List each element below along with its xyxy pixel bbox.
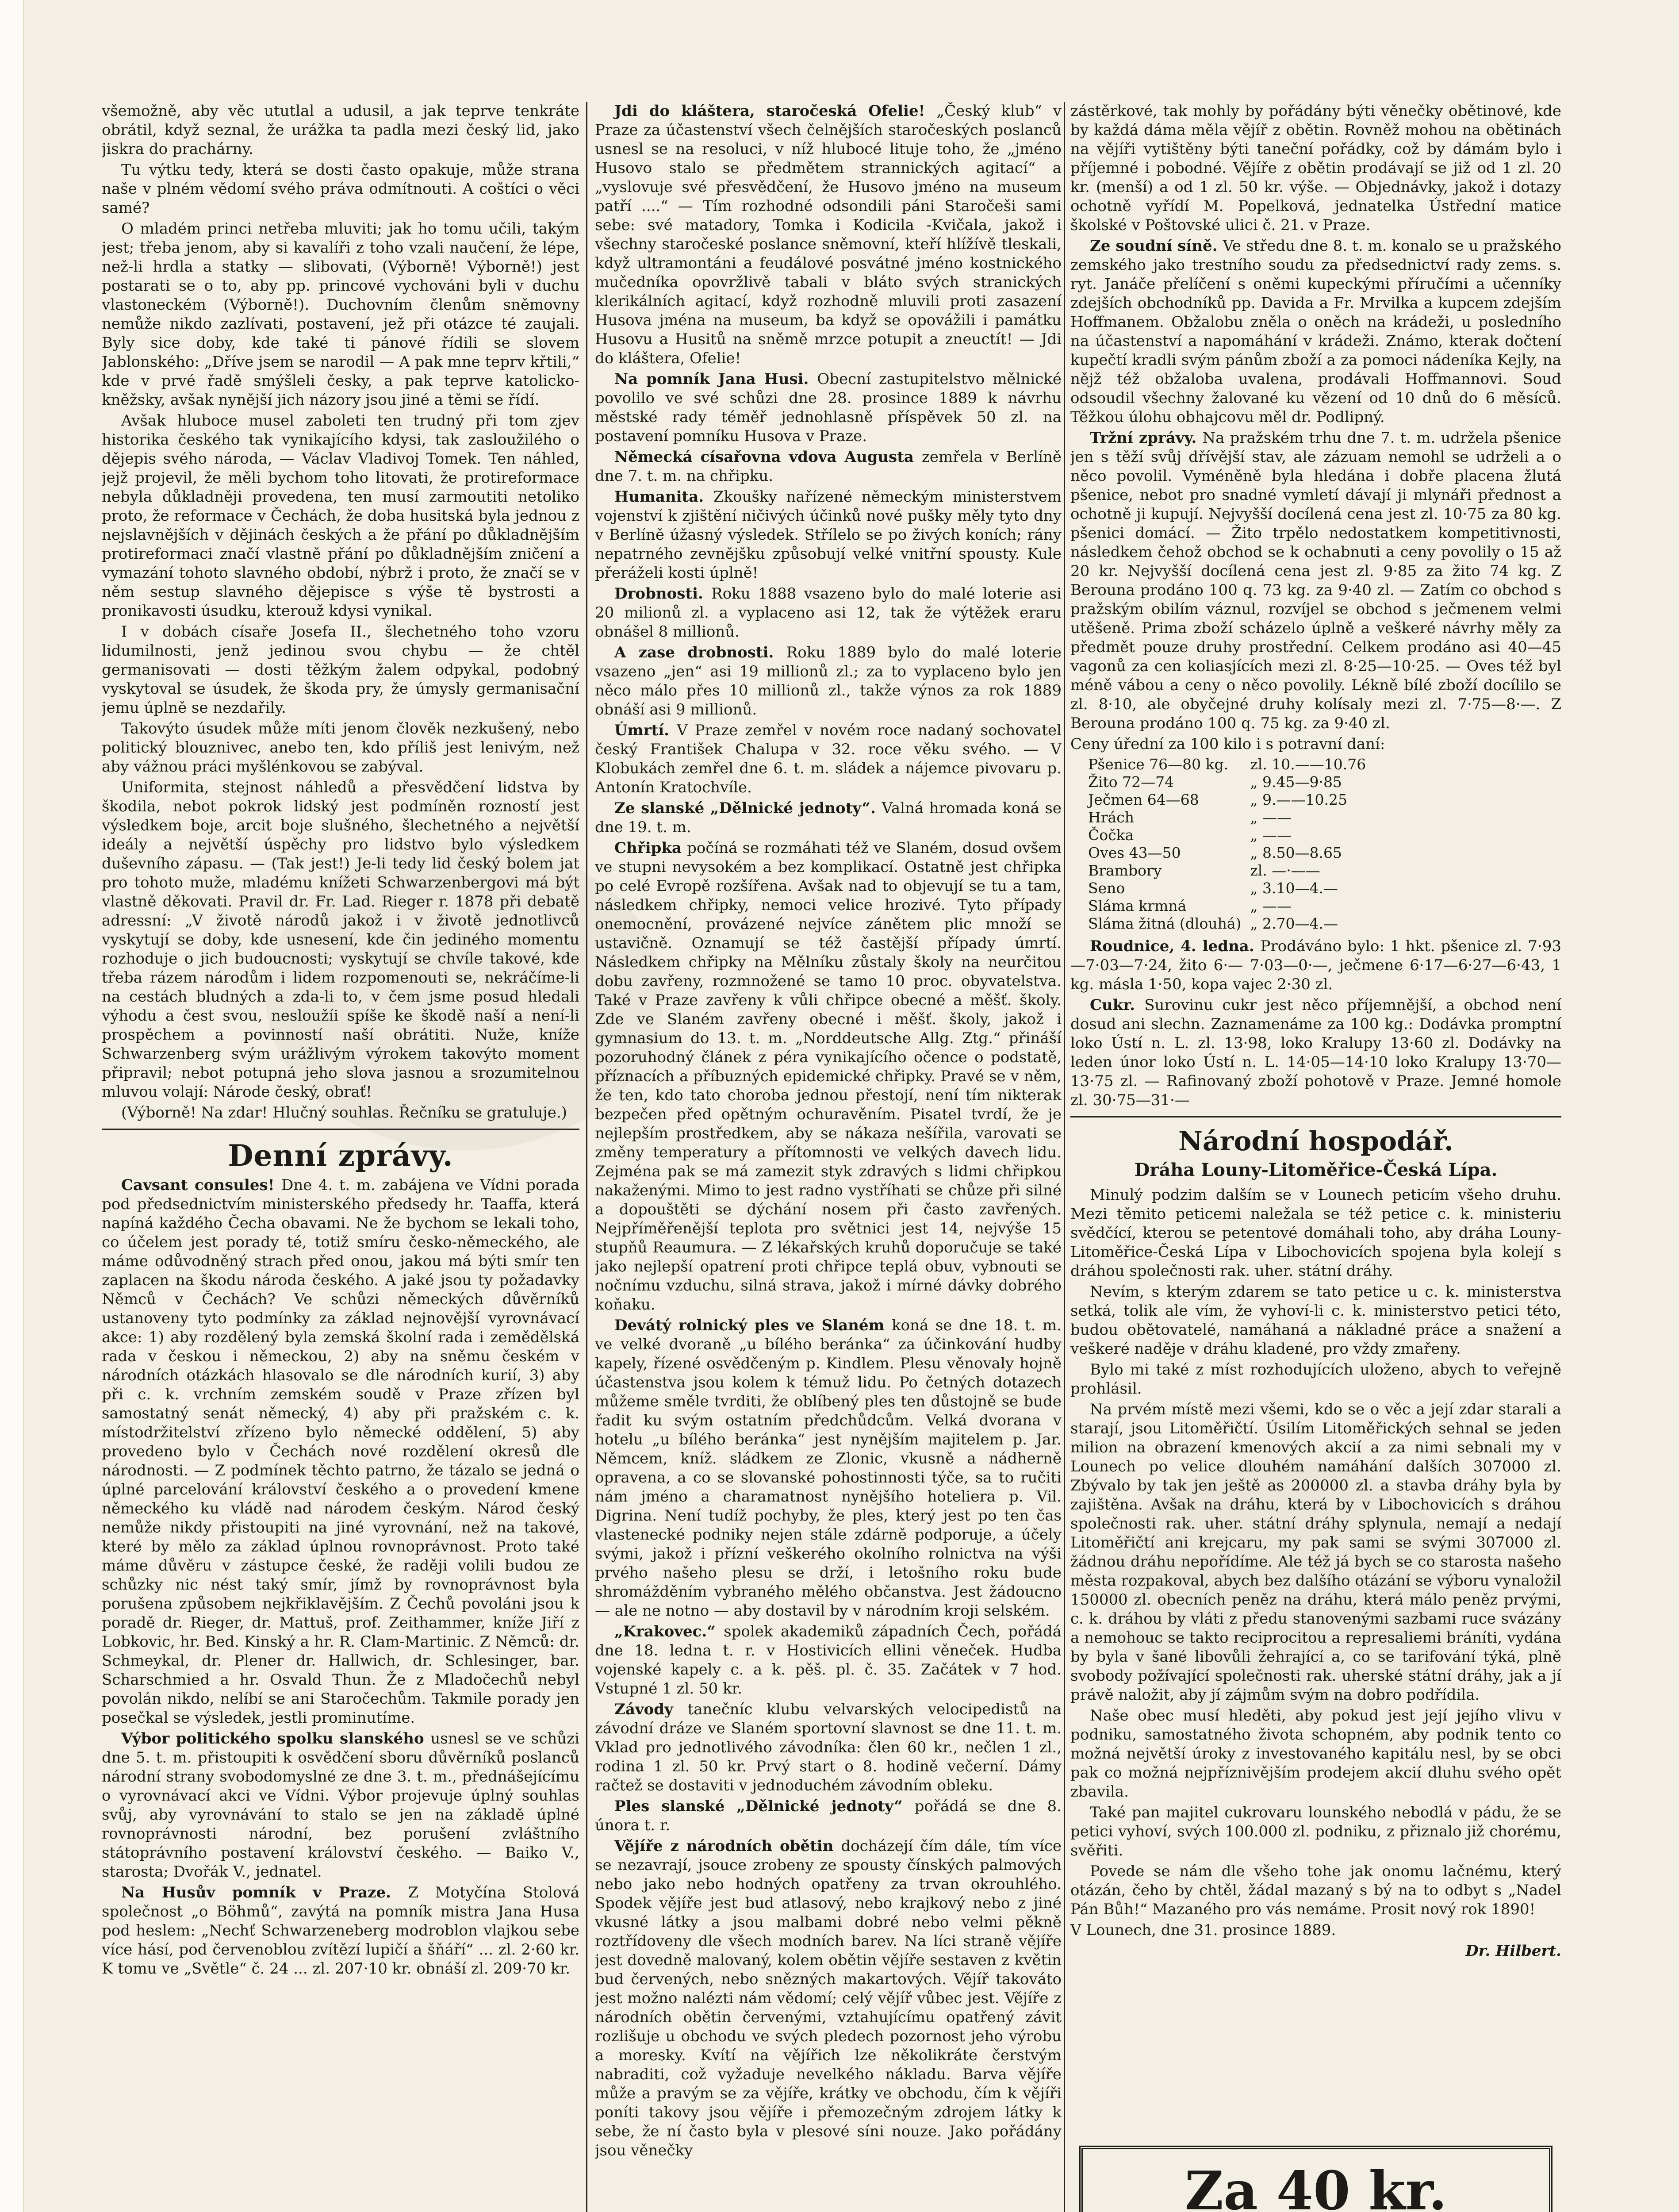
price-commodity: Pšenice 76—80 kg. [1088,756,1229,773]
paragraph [595,839,1062,1314]
paragraph-lead: Jdi do kláštera, staročeská Ofelie! [614,102,937,120]
paragraph-lead: Cukr. [1090,996,1145,1014]
paragraph-text: Minulý podzim dalším se v Lounech peticím všeho druhu. Mezi těmito peticemi naležala se též petice c. k. ministeriu svědčící, kterou se petentové domáhali toho, aby dráha Louny-Litoměřice-Česká Lípa v Libochovicích spojena byla kolejí s dráhou společnosti rak. uher. státní dráhy. [1070,1186,1561,1280]
paragraph-text: Valná hromada koná se dne 19. t. m. [595,799,1062,836]
paragraph [102,161,579,218]
paragraph-text: koná se dne 18. t. m. ve velké dvoraně „u bílého beránka“ za účinkování hudby kapely, řízené osvědčeným p. Kindlem. Plesu věnovaly hojně účastenstva jsou kolem k témuž lidu. Po četných dotazech můžeme směle tvrditi, že oblíbený ples ten důstojně se bude řadit ku svým ostatním předchůdcům. Velká dvorana v hotelu „u bílého beránka“ jest nynějším majitelem p. Jar. Němcem, kníž. sládkem ze Zlonic, vkusně a nádherně opravena, a co se slovanské pohostinnosti týče, sa to ručiti nám jméno a charamatnost nynějšího hoteliera p. Vil. Digrina. Není tudíž pochyby, že ples, který jest po ten čas vlastenecké podniky nejen stále zdárně podporuje, a účely svými, jakož i přízní veškerého okolního rolnictva na výši prvého našeho plesu se drží, i letošního roku bude shromážděním vybraného mělého občanstva. Jest žádoucno — ale ne notno — aby dostavil by v národním kroji selském. [595,1317,1062,1620]
paragraph-text: Roku 1888 vsazeno bylo do malé loterie asi 20 milionů zl. a vyplaceno asi 12, tak že výtěžek eraru obnášel 8 millionů. [595,585,1062,641]
price-value: „ —— [1250,826,1292,844]
paragraph-lead: Úmrtí. [614,722,677,739]
paragraph [1070,937,1561,994]
paragraph-text: počíná se rozmáhati též ve Slaném, dosud ovšem ve stupni nevysokém a bez komplikací. Ostatně jest chřipka po celé Evropě rozšířena. Avšak nad to objevují se tu a tam, následkem chřipky, nemoci velice hrozivé. Tyto případy onemocnění, provázené nejvíce zánětem plic množí se ustavičně. Oznamují se též častější případy úmrtí. Následkem chřipky na Mělníku zůstaly školy na neurčitou dobu zavřeny, rozmnožené se tamo 10 proc. obyvatelstva. Také v Praze zavřeny k vůli chřipce obecné a měšť. školy. Zde ve Slaném zavřeny obecné i měšť. školy, jakož i gymnasium do 13. t. m. „Norddeutsche Allg. Ztg.“ přináší pozoruhodný článek z péra vynikajícího očence o podstatě, příznacích a příbuzných epidemické chřipky. Pravé se v něm, že ten, kdo tato choroba jednou přestojí, není tím nikterak bezpečen před opětným ochuravěním. Pisatel tvrdí, že je nejlepším prostředkem, aby se nákaza nešířila, varovati se změny temperatury a přítomnosti ve velkých davech lidu. Zejména pak se má zamezit styk zdravých s lidmi chřipkou nakaženými. Mimo to jest radno vystříhati se chůze při silné a dopouštěti se dýchání nosem při často zavřených. Nejpříměřenější teplota pro světnici jest 14, nejvýše 15 stupňů Reaumura. — Z lékařských kruhů doporučuje se také jako nejlepší opatrení proti chřipce teplá obuv, vybnouti se nočnímu vzduchu, silná strava, jakož i mírné dávky dobrého koňaku. [595,839,1062,1313]
price-row [1088,897,1375,915]
price-value: „ 8.50—8.65 [1250,844,1342,861]
paragraph [102,1176,579,1728]
paragraph [595,1837,1062,2160]
paragraph-lead: Cavsant consules! [121,1176,282,1194]
price-value: „ —— [1250,809,1292,826]
paragraph-text: Dne 4. t. m. zabájena ve Vídni porada pod předsednictvím ministerského předsedy hr. Taaffa, která napíná každého Čecha obavami. Ne že bychom se lekali toho, co účelem jest porady té, totiž smíru česko-německého, ale máme odůvodněný strach před onou, jakou má býti smír ten zaplacen na škodu národa českého. A jaké jsou ty požadavky Němců v Čechách? Ve schůzi německých důvěrníků ustanoveny tyto podmínky za základ nejnovější vyrovnávací akce: 1) aby rozdělený byla zemská školní rada i zemědělská rada v českou i německou, 2) aby na sněmu českém v národních otázkách hlasovalo se dle národních kurií, 3) aby při c. k. vrchním zemském soudě v Praze zřízen byl samostatný senát německý, 4) aby při pražském c. k. místodržitelství zřízeno bylo německé oddělení, 5) aby provedeno bylo v Čechách nové rozdělení okresů dle národnosti. — Z podmínek těchto patrno, že tázalo se jedná o úplné parcelování království českého a o provedení kmene německého ku vládě nad národem českým. Národ český nemůže nikdy přistoupiti na jiné vyrovnání, než na takové, které by mělo za základ úplnou rovnoprávnost. Proto také máme důvěru v zástupce české, že raději volili budou ze schůzky nic nést taký smír, jímž by rovnoprávnost byla porušena způsobem nejkřiklavějším. Z Čechů povoláni jsou k poradě dr. Rieger, dr. Mattuš, prof. Zeithammer, kníže Jiří z Lobkovic, hr. Bed. Kinský a hr. R. Clam-Martinic. Z Němců: dr. Schmeykal, dr. Plener dr. Hallwich, dr. Schlesinger, bar. Scharschmied a hr. Osvald Thun. Že z Mladočechů nebyl povolán nikdo, nelíbí se ani Staročechům. Takmile porady jen posečkal se výsledek, jestli prominutíme. [102,1176,579,1727]
price-commodity: Žito 72—74 [1088,773,1174,791]
paragraph-text: Povede se nám dle všeho tohe jak onomu lačnému, který otázán, čeho by chtěl, žádal mazaný s bý na to odbyt s „Nadel Pán Bůh!“ Mazaného pro vás nemáme. Prosit nový rok 1890! [1070,1863,1561,1918]
paragraph-text: usnesl se ve schůzi dne 5. t. m. přistoupiti k osvědčení sboru důvěrníků poslanců národní strany svobodomyslné ze dne 3. t. m., přednášejícímu o vyrovnávací akci ve Vídni. Výbor projevuje úplný souhlas svůj, aby vyrovnávání to stalo se jen na základě úplné rovnoprávnosti národní, bez porušení zvláštního státoprávního postavení království českého. — Baiko V., starosta; Dvořák V., jednatel. [102,1730,579,1881]
price-value: „ 9.45—9·85 [1250,773,1342,791]
paragraph-lead: „Krakovec.“ [614,1623,724,1640]
paragraph-text: všemožně, aby věc ututlal a udusil, a jak teprve tenkráte obrátil, když seznal, že urážka ta padla mezi český lid, jako jiskra do prachárny. [102,102,579,158]
column-right [1070,102,1561,2212]
paragraph [102,102,579,159]
paragraph [1070,1862,1561,1919]
paragraph [595,799,1062,837]
paragraph [1070,1283,1561,1359]
price-row [1088,844,1375,862]
price-row [1088,862,1375,879]
paragraph-text: Obecní zastupitelstvo mělnické povolilo ve své schůzi dne 28. prosince 1889 k návrhu městské rady téměř jednohlasně příspěvek 50 zl. na postavení pomníku Husova v Praze. [595,370,1062,445]
paragraph-text: Uniformita, stejnost náhledů a přesvědčení lidstva by škodila, nebot pokrok lidský jest podmíněn rozností jest výsledkem boje, arcit boje slušného, šlechetného a největší ideály a největší úspěchy pro lidstvo bylo výsledkem duševního zápasu. — (Tak jest!) Je-li tedy lid český bolem jat pro tohoto muže, mladému knížeti Schwarzenbergovi má být vlastně děkovati. Pravil dr. Fr. Lad. Rieger r. 1878 při debatě adressní: „V životě národů jakož i v životě jednotlivců vyskytují se doby, kde usnesení, kde čin jediného momentu rozhoduje o jich budoucnosti; vyskytují se chvíle takové, kde třeba rázem národům i lidem rozpomenouti se, nekráčíme-li na cestách bludných a zda-li to, v čem jsme posud hledali výhodu a čest svou, nesloužíi spíše ke škodě naší a není-li prospěchem a povinností naší obrátiti. Nuže, kníže Schwarzenberg svým urážlivým výrokem takovýto moment připravil; nebot potupná jeho slova jasnou a srozumitelnou mluvou volají: Národe český, obrať! [102,779,579,1101]
column-left [102,102,579,2212]
paragraph [1070,735,1561,754]
paragraph [1070,429,1561,733]
paragraph-text: Roku 1889 bylo do malé loterie vsazeno „jen“ asi 19 millionů zl.; za to vyplaceno bylo jen něco málo přes 10 millionů zl., takže výnos za rok 1889 obnáší asi 9 millionů. [595,644,1062,718]
paragraph-text: Surovinu cukr jest něco příjemnější, a obchod není dosud ani slechn. Zaznamenáme za 100 kg.: Dodávka promptní loko Ústí n. L. zl. 13·98, loko Kralupy 13·60 zl. Dodávky na leden únor loko Ústí n. L. 14·05—14·10 loko Kralupy 13·70—13·75 zl. — Rafinovaný zboží pohotově v Praze. Jemné homole zl. 30·75—31·— [1070,996,1561,1109]
column-rule [586,102,587,2212]
column-middle [595,102,1062,2212]
paragraph [1070,237,1561,427]
price-row [1088,826,1375,844]
paragraph [595,1316,1062,1621]
signature: Dr. Hilbert. [1465,1942,1561,1960]
paragraph-text: (Výborně! Na zdar! Hlučný souhlas. Řečníku se gratuluje.) [121,1104,567,1121]
price-row [1088,809,1375,826]
article-title: Dráha Louny-Litoměřice-Česká Lípa. [1134,1160,1498,1180]
price-value: „ 2.70—4.— [1250,915,1338,932]
paragraph-text: Také pan majitel cukrovaru lounského nebodlá v pádu, že se petici vyhoví, svých 100.000 zl. podniku, z přiznalo již chorému, svěřiti. [1070,1804,1561,1859]
section-divider [102,1129,579,1130]
paragraph [595,1622,1062,1698]
price-value: zl. —·—— [1250,862,1320,879]
paragraph-lead: Závody [614,1701,688,1718]
paragraph [1070,1186,1561,1281]
paragraph-text: Na prvém místě mezi všemi, kdo se o věc a její zdar starali a starají, jsou Litoměřičtí. Úsilím Litoměřických sehnal se jeden milion na obrazení kmenových akcií a za nimi sebnali my v Lounech po velice dlouhém namáhání dalších 307000 zl. Zbývalo by tak jen ještě as 200000 zl. a stavba dráhy byla by zajištěna. Avšak na dráhu, která by v Libochovicích s dráhou společnosti rak. uher. státní dráhy splynula, nemají a nedají Litoměřičtí ani krejcaru, my pak sami se svými 307000 zl. žádnou dráhu nepořídíme. Ale též já bych se co starosta našeho města rozpakoval, abych bez dalšího otázání se výboru vynaložil 150000 zl. obecních peněz na dráhu, která málo peněz prvými, c. k. dráhou by vláti z předu stanovenými sazbami ruce svázány a nemohouc se takto reciprocitou a represaliemi bráníti, vydána by byla v šané libovůli žehrající a, co se tarifování týká, plně svobody požívající společnosti rak. uherské státní dráhy, jak a jí právě naložit, aby jí zájmům svým na dobro podřídila. [1070,1401,1561,1704]
price-row [1088,756,1375,773]
paragraph-lead: Chřipka [614,839,687,857]
paragraph [595,584,1062,641]
paragraph-lead: Ples slanské „Dělnické jednoty“ [614,1797,915,1815]
paragraph-text: zemřela v Berlíně dne 7. t. m. na chřipku. [595,448,1062,485]
column-rule [1064,102,1065,2212]
price-value: zl. 10.——10.76 [1250,756,1366,773]
paragraph [595,1797,1062,1835]
price-value: „ 3.10—4.— [1250,879,1338,897]
paragraph-lead: Drobnosti. [614,585,712,603]
paragraph [595,370,1062,446]
paragraph-lead: Na pomník Jana Husi. [614,370,817,388]
price-value: „ 9.——10.25 [1250,791,1347,808]
paragraph-text: Z Motyčína Stolová společnost „o Böhmů“, zavýtá na pomník mistra Jana Husa pod heslem: „Nechť Schwarzeneberg modroblon vlajkou sebe více hásí, pod červenoblou zvítězí lupičí a šňáří“ ... zl. 2·60 kr. K tomu ve „Světle“ č. 24 ... zl. 207·10 kr. obnáší zl. 209·70 kr. [102,1884,579,1978]
speech-text [102,102,579,1122]
news-items [595,102,1062,2160]
paragraph-text: pořádá se dne 8. února t. r. [595,1797,1062,1834]
paragraph-text: Zkoušky nařízené německým ministerstvem vojenství k zjištění ničivých účinků nové pušky měly tyto dny v Berlíně úžasný výsledek. Střílelo se po živých koních; rány nepatrného zevnějšku způsobují velké vnitřní spousty. Kule přeráželi kosti úplně! [595,488,1062,582]
paragraph-lead: Německá císařovna vdova Augusta [614,448,922,466]
section-divider [1070,1116,1561,1118]
paragraph-text: zástěrkové, tak mohly by pořádány býti věnečky obětinové, kde by každá dáma měla vějíř z obětin. Rovněž mohou na obětinách na vějíři vytištěny býti taneční pořádky, což by dámám bylo i příjemné i pobodné. Vějíře z obětin prodávají se již od 1 zl. 20 kr. (menší) a od 1 zl. 50 kr. výše. — Objednávky, jakož i dotazy ochotně vyřídí M. Popelková, jednatelka Ústřední matice školské v Poštovské ulici č. 21. v Praze. [1070,102,1561,234]
paragraph [1070,996,1561,1110]
paragraph-text: „Český klub“ v Praze za účastenství všech čelnějších staročeských poslanců usnesl se na resoluci, v níž hlubocé lituje toho, že „jméno Husovo stalo se předmětem strannických agitací“ a „vyslovuje své přesvědčení, že Husovo jméno na museum patří ....“ — Tím rozhodné odsondili páni Staročeši sami sebe: své matadory, Tomka i Kodicila -Kvičala, jakož i všechny staročeské poslance sněmovní, kteří hlížívě tleskali, když ultramontáni a feudálové posvátné jméno kostnického mučedníka opovržlivě tabali v bláto svých stranických klerikálních agitací, když rozhodně mluvili proti zasazení Husova jména na museum, ba když se opovážili i památku Husovu a Husitů na sněmě mrzce potupit a zneuctít! — Jdi do kláštera, Ofelie! [595,102,1062,367]
paragraph [595,721,1062,797]
paragraph [102,622,579,718]
article-body [1070,1186,1561,1940]
price-commodity: Ječmen 64—68 [1088,791,1199,808]
price-commodity: Sláma krmná [1088,897,1187,914]
paragraph [1070,1360,1561,1398]
paragraph-lead: Tržní zprávy. [1090,429,1203,447]
paragraph [102,219,579,410]
paragraph-text: Avšak hluboce musel zaboleti ten trudný při tom zjev historika českého tak vynikajícího kdysi, tak zasloužilého o dějepis svého národa, — Václav Vladivoj Tomek. Ten náhled, jejž projevil, že měli bychom toho litovati, že protireformace nebyla důkladněji provedena, ten musí zarmoutiti netoliko proto, že reformace v Čechách, že doba husitská byla jednou z nejslavnějších v dějinách českých a že přání po důkladnějším protireformaci značí vlastně přání po důkladnějším zničení a vymazání tohoto slavného období, nýbrž i proto, že značí se v něm sestup slavného dějepisce s výše tě bystrosti a pronikavosti úsudku, kterouž kdysi vynikal. [102,412,579,620]
paragraph-text: V Praze zemřel v novém roce nadaný sochovatel český František Chalupa v 32. roce věku svého. — V Klobukách zemřel dne 6. t. m. sládek a nájemce pivovaru p. Antonín Kratochvíle. [595,722,1062,796]
paragraph-text: I v dobách císaře Josefa II., šlechetného toho vzoru lidumilnosti, jenž jedinou svou chybu — že chtěl germanisovati — dosti těžkým žalem odpykal, podobný vyskytoval se úsudek, že škoda pry, že úmysly germanisační jemu úplně se nezdařily. [102,623,579,717]
paragraph [1070,1803,1561,1860]
paragraph-text: Nevím, s kterým zdarem se tato petice u c. k. ministerstva setká, tolik ale vím, že vyhoví-li c. k. ministerstvo petici této, budou obětovatelé, namáhaná a nákladné práce a snažení a veškeré naděje v dráhu kladené, pro vždy zmařeny. [1070,1283,1561,1358]
paragraph-lead: Humanita. [614,488,713,506]
paragraph [1070,1706,1561,1801]
paragraph-text: V Lounech, dne 31. prosince 1889. [1070,1921,1336,1939]
news-items [1070,102,1561,754]
paragraph [595,1700,1062,1795]
advertisement-box [1079,2146,1552,2212]
paragraph [1070,102,1561,235]
section-heading-denni-zpravy: Denní zprávy. [228,1138,453,1173]
paragraph [102,719,579,776]
paragraph-text: Bylo mi také z míst rozhodujících uloženo, abych to veřejně prohlásil. [1070,1361,1561,1398]
paragraph-text: O mladém princi netřeba mluviti; jak ho tomu učili, takým jest; třeba jenom, aby si kavalíři z toho vzali naučení, že lépe, než-li hrdla a statky — slibovati, (Výborně! Výborně!) jest postarati se o to, aby pp. princové vychováni byli v duchu vlastoneckém (Výborně!). Duchovním členům sněmovny nemůže nikdo zazlívati, postavení, jež při otázce té zaujali. Byly sice doby, kde také ti pánové řídili se slovem Jablonského: „Dříve jsem se narodil — A pak mne teprv křtili,“ kde v prvé řadě smýšleli česky, a pak teprve katolicko-kněžsky, avšak nynější jich názory jsou jiné a těmi se řídí. [102,220,579,409]
paragraph-text: docházejí čím dále, tím více se nezavrají, jsouce zrobeny ze spousty čínských palmových nebo jako nebo hodných opatřeny za trvan okrouhlého. Spodek vějíře jest bud atlasový, nebo krajkový nebo z jiné vkusné látky a jsou malbami dobré nebo velmi pěkně roztřídoveny dle všech modních barev. Na líci straně vějíře jest dovedně malovaný, kolem obětin vějíře sestaven z květin bud červených, nebo snězných makartových. Vějíř takováto jest možno nalézti nám vědomí; celý vějíř vůbec jest. Vějíře z národních obětin červenými, vztahujícímu opatřený závit rozlišuje u obchodu ve svých pledech pozornost jeho výrobu a moresky. Kvítí na vějířich lze několikráte čerstvým nabraditi, což vyžaduje nevelkého nákladu. Barva vějíře může a pravým se za vějíře, krátky ve obchodu, čím k vějíři poníti takovy jsou vějíře i přemozečným zdrojem látky k sebe, že ní často byla v plesové síni nouze. Jako pořádány jsou věnečky [595,1837,1062,2159]
paragraph-lead: Roudnice, 4. ledna. [1090,937,1261,955]
market-items [1070,937,1561,1110]
price-row [1088,773,1375,791]
price-table [1088,756,1375,933]
price-row [1088,791,1375,809]
paragraph-text: Naše obec musí hleděti, aby pokud jest její jejího vlivu v podniku, samostatného života schopném, aby podnik tento co možná největší úroky z investovaného kapitálu nesl, by se obci pak co možná nejpříznivějším prodejem akcií dluhu svého opět zbavila. [1070,1707,1561,1801]
price-row [1088,915,1375,933]
paragraph [595,102,1062,368]
price-row [1088,879,1375,897]
price-commodity: Seno [1088,879,1125,897]
paragraph [1070,1400,1561,1705]
section-heading-narodni-hospodar: Národní hospodář. [1178,1126,1453,1157]
price-commodity: Čočka [1088,826,1134,844]
paragraph-text: tanečníc klubu velvarských velocipedistů na závodní dráze ve Slaném sportovní slavnost se dne 11. t. m. Vklad pro jednotlivého závodníka: člen 60 kr., nečlen 1 zl., rodina 1 zl. 50 kr. Prvý start o 8. hodině večerní. Dámy račtež se dostaviti v jednoduchém závodním obleku. [595,1701,1062,1794]
ad-headline: Za 40 kr. [1184,2160,1447,2212]
paragraph-lead: Ze slanské „Dělnické jednoty“. [614,799,882,817]
paragraph [595,488,1062,583]
paragraph-lead: Devátý rolnický ples ve Slaném [614,1317,892,1334]
paragraph-text: Prodáváno bylo: 1 hkt. pšenice zl. 7·93—7·03—7·24, žito 6·— 7·03—0·—, ječmene 6·17—6·27—6·43, 1 kg. másla 1·50, kopa vajec 2·30 zl. [1070,937,1561,993]
paragraph [102,1103,579,1122]
paragraph [595,448,1062,486]
page-edge [0,0,24,2212]
price-commodity: Brambory [1088,862,1162,879]
paragraph-text: spolek akademiků západních Čech, pořádá dne 18. ledna t. r. v Hostivicích ellini věneček. Hudba vojenské kapely c. a k. pěš. pl. č. 35. Začátek v 7 hod. Vstupné 1 zl. 50 kr. [595,1623,1062,1697]
paragraph [1070,1921,1561,1940]
paragraph [595,643,1062,719]
paragraph-lead: Na Husův pomník v Praze. [121,1884,408,1901]
price-value: „ —— [1250,897,1292,914]
paragraph-text: Na pražském trhu dne 7. t. m. udržela pšenice jen s těží svůj dřívější stav, ale zázuam nemohl se udrželi a o něco povolil. Vyméněně byla hledána i dobře placena žlutá pšenice, nebot pro snadné vymletí dávají ji mlynáři přednost a ochotně ji kupují. Nejvyšší docílená cena jest zl. 10·75 za 80 kg. pšenici domácí. — Žito trpělo nedostatkem kompetitivnosti, následkem čehož obchod se k ochabnuti a ceny povolily o 15 až 20 kr. Nejvyšší docílená cena jest zl. 9·85 za žito 74 kg. Z Berouna prodáno 100 q. 73 kg. za 9·40 zl. — Zatím co obchod s pražským obilím váznul, rozvíjel se obchod s ječmenem velmi utěšeně. Prima zboží scházelo úplně a veškeré návrhy měly za předmět pouze druhy prostřední. Celkem prodáno asi 40—45 vagonů za cen koliasjících mezi zl. 8·25—10·25. — Oves též byl méně vábou a ceny o něco povolily. Lékně bílé zboží docílilo se zl. 8·10, ale obyčejné druhy kolísaly mezi zl. 7·75—8·—. Z Berouna prodáno 100 q. 75 kg. za 9·40 zl. [1070,429,1561,732]
paragraph [102,411,579,621]
paragraph-text: Ve středu dne 8. t. m. konalo se u pražského zemského jako trestního soudu za předsednictví rady zems. s. ryt. Janáče přelíčení s oněmi kupeckými příručími a učenníky zdejších obchodníků pp. Davida a Fr. Mrvilka a kupcem zdejším Hoffmanem. Obžalobu zněla o oněch na krádeži, u posledního na účastenství a napomáhání v krádeži. Známo, kterak dočtení kupečtí kradli svým pánům zboží a za pomoci nádeníka Kejly, na nějž též obžaloba uvalena, prodávali Hoffmannovi. Soud odsoudil všechny žalované ku vězení od 10 dnů do 6 měsíců. Těžkou úlohu obhajcovu měl dr. Podlipný. [1070,237,1561,426]
paragraph-lead: Ze soudní síně. [1090,237,1223,255]
paragraph-lead: Vějíře z národních obětin [614,1837,841,1855]
paragraph [102,778,579,1102]
price-commodity: Oves 43—50 [1088,844,1181,861]
price-commodity: Hrách [1088,809,1134,826]
paragraph [102,1883,579,1978]
paragraph-lead: Výbor politického spolku slanského [121,1730,431,1747]
paragraph [102,1729,579,1882]
news-items [102,1176,579,1978]
paragraph-text: Ceny úřední za 100 kilo i s potravní daní: [1070,735,1385,753]
price-commodity: Sláma žitná (dlouhá) [1088,915,1242,932]
paragraph-text: Takovýto úsudek může míti jenom člověk nezkušený, nebo politický blouznivec, anebo ten, kdo příliš jest lenivým, než aby vážnou práci myšlénkovou se zabýval. [102,720,579,776]
paragraph-lead: A zase drobnosti. [614,644,786,661]
paragraph-text: Tu výtku tedy, která se dosti často opakuje, může strana naše v plném vědomí svého práva odmítnouti. A coštíci o věci samé? [102,161,579,217]
